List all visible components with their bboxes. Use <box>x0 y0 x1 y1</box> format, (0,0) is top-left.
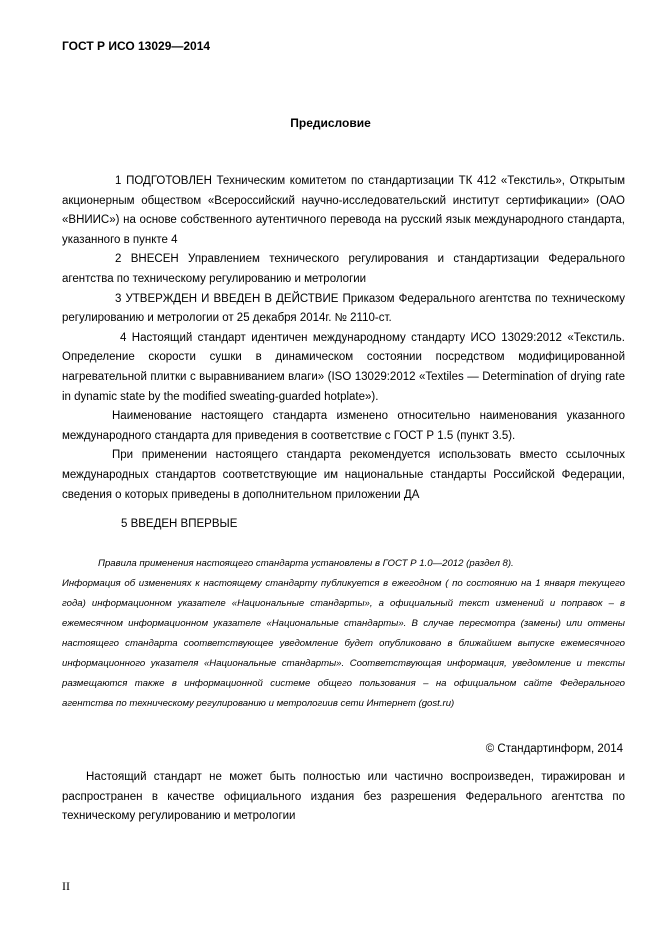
foreword-body <box>62 172 625 505</box>
page-title: Предисловие <box>290 116 371 130</box>
note-changes: Информация об изменениях к настоящему стандарту публикуется в ежегодном ( по состоянию на 1 января текущего года) информационном указателе «Национальные стандарты», а официальный текст изменений и поправок – в ежемесячном информационном указателе «Национальные стандарты». В случае пересмотра (замены) или отмены настоящего стандарта соответствующее уведомление будет опубликовано в ближайшем выпуске ежемесячного информационного указателя «Национальные стандарты». Соответствующая информация, уведомление и тексты размещаются также в информационной системе общего пользования – на официальном сайте Федерального агентства по техническому регулированию и метрологиив сети Интернет (gost.ru) <box>62 578 625 709</box>
paragraph-1: 1 ПОДГОТОВЛЕН Техническим комитетом по стандартизации ТК 412 «Текстиль», Открытым акционерным обществом «Всероссийский научно-исследовательский институт сертификации» (ОАО «ВНИИС») на основе собственного аутентичного перевода на русский язык международного стандарта, указанного в пункте 4 <box>62 175 625 246</box>
paragraph-2: 2 ВНЕСЕН Управлением технического регулирования и стандартизации Федерального агентства по техническому регулированию и метрологии <box>62 253 625 285</box>
document-header: ГОСТ Р ИСО 13029—2014 <box>62 39 211 53</box>
legal-notice: Настоящий стандарт не может быть полностью или частично воспроизведен, тиражирован и распространен в качестве официального издания без разрешения Федерального агентства по техническому регулированию и метрологии <box>62 771 625 823</box>
paragraph-3: 3 УТВЕРЖДЕН И ВВЕДЕН В ДЕЙСТВИЕ Приказом Федерального агентства по техническому регулированию и метрологии от 25 декабря 2014г. № 2110-ст. <box>62 292 625 325</box>
page-number: II <box>62 879 70 893</box>
paragraph-5: Наименование настоящего стандарта изменено относительно наименования указанного международного стандарта для приведения в соответствие с ГОСТ Р 1.5 (пункт 3.5). <box>62 410 625 442</box>
section-5: 5 ВВЕДЕН ВПЕРВЫЕ <box>121 518 238 530</box>
note-rules: Правила применения настоящего стандарта установлены в ГОСТ Р 1.0—2012 (раздел 8). <box>98 558 514 569</box>
copyright: © Стандартинформ, 2014 <box>485 743 623 755</box>
paragraph-6: При применении настоящего стандарта рекомендуется использовать вместо ссылочных международных стандартов соответствующие им национальные стандарты Российской Федерации, сведения о которых приведены в дополнительном приложении ДА <box>62 449 625 501</box>
paragraph-4: 4 Настоящий стандарт идентичен международному стандарту ИСО 13029:2012 «Текстиль. Определение скорости сушки в динамическом состоянии посредством модифицированной нагревательной плитки с выравниванием влаги» (ISO 13029:2012 «Textiles — Determination of drying rate in dynamic state by the modified sweating-guarded hotplate»). <box>62 331 625 403</box>
notes-block <box>62 554 625 714</box>
